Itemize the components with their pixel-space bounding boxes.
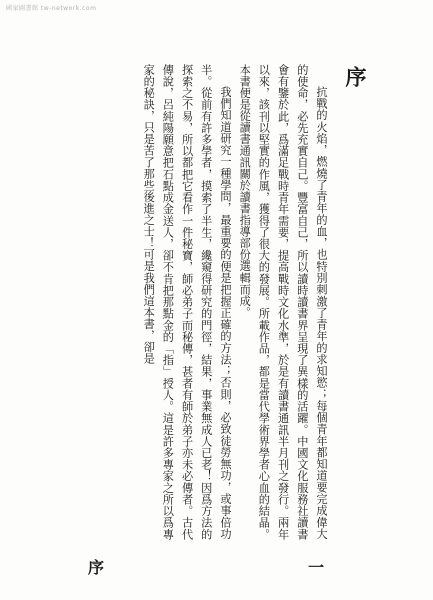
body-text [139, 64, 331, 540]
paragraph: 我們知道研究一種學問，最重要的便是把握正確的方法；否則，必致徒勞無功，或事倍功半。從前有許多學者，摸索了半生，纔窺得研究的門徑，結果，事業無成人已老！因爲方法的探索之不易，所以都把它看作一件秘寶，師必弟子而秘傳，甚者有師於弟子亦未必傳者。古代傳說，呂純陽願意把石點成金送人，卻不肯把那點金的「指」授人。這是許多專家之所以爲專家的秘訣，只是苦了那些後進之士！可是我們這本書，卻是 [142, 64, 232, 540]
library-watermark: 國家圖書館 tw-network.com [6, 5, 97, 12]
page-title: 序 [343, 66, 368, 89]
page-number: 一 [308, 558, 325, 577]
running-footer-title: 序 [88, 558, 117, 577]
paragraph: 抗戰的火焰，燃燒了青年的血，也特別刺激了青年的求知慾；每個青年都知道要完成偉大的使命，必先充實自己。豐富自己，所以讀時讀書界呈現了異樣的活躍。中國文化服務社讀書會有鑒於此，爲滿足戰時青年需要，提高戰時文化水準，於是有讀書通訊半月刊之發行。兩年以來，該刊以堅實的作風，獲得了很大的發展。所載作品，都是當代學術界學者心血的結晶。本書便是從讀書通訊關於讀書指導部份選輯而成。 [238, 64, 328, 540]
